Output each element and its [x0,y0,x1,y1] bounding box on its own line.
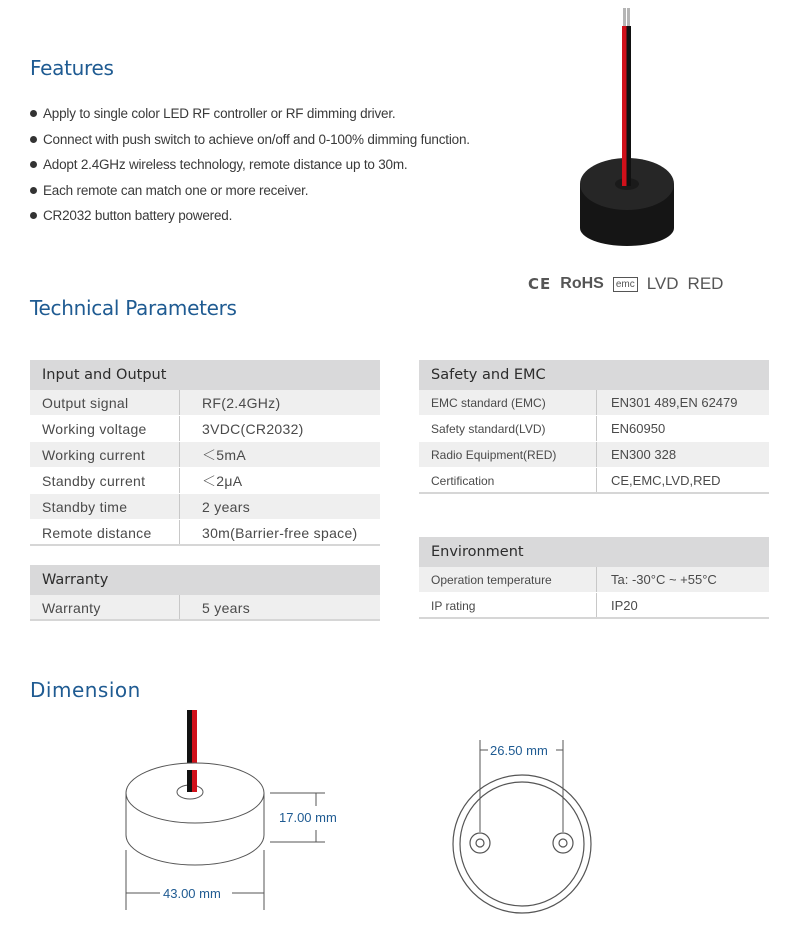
table-row: Working voltage 3VDC(CR2032) [30,416,380,442]
table-header: Safety and EMC [419,360,769,390]
height-dimension-label: 17.00 mm [279,810,337,825]
table-header: Environment [419,537,769,567]
rohs-mark: RoHS [560,275,604,292]
bullet-icon [30,212,37,219]
feature-item: Connect with push switch to achieve on/off and 0-100% dimming function. [30,130,470,156]
bullet-icon [30,136,37,143]
table-row: Operation temperature Ta: -30°C ~ +55°C [419,567,769,593]
table-row: Safety standard(LVD) EN60950 [419,416,769,442]
bullet-icon [30,110,37,117]
table-row: Standby current ＜2μA [30,468,380,494]
safety-emc-table [419,360,769,494]
ce-mark: CE [528,275,552,293]
bullet-icon [30,187,37,194]
dimension-title: Dimension [30,678,141,702]
table-header: Warranty [30,565,380,595]
lvd-mark: LVD [646,274,679,293]
emc-mark: emc [613,277,638,292]
table-row: Radio Equipment(RED) EN300 328 [419,442,769,468]
dimension-drawing [0,700,800,940]
table-header: Input and Output [30,360,380,390]
table-row: Standby time 2 years [30,494,380,520]
table-row: Output signal RF(2.4GHz) [30,390,380,416]
diameter-dimension-label: 43.00 mm [163,886,221,901]
table-row: Warranty 5 years [30,595,380,621]
table-row: Certification CE,EMC,LVD,RED [419,468,769,494]
hole-spacing-dimension-label: 26.50 mm [490,743,548,758]
table-row: IP rating IP20 [419,593,769,619]
features-title: Features [30,56,114,80]
input-output-table [30,360,380,546]
table-row: EMC standard (EMC) EN301 489,EN 62479 [419,390,769,416]
environment-table [419,537,769,619]
features-list [30,104,470,232]
feature-item: CR2032 button battery powered. [30,206,470,232]
feature-item: Adopt 2.4GHz wireless technology, remote distance up to 30m. [30,155,470,181]
technical-title: Technical Parameters [30,296,237,320]
table-row: Remote distance 30m(Barrier-free space) [30,520,380,546]
warranty-table [30,565,380,621]
feature-item: Each remote can match one or more receiver. [30,181,470,207]
table-row: Working current ＜5mA [30,442,380,468]
certification-marks [528,274,723,294]
red-mark: RED [687,274,724,293]
feature-item: Apply to single color LED RF controller or RF dimming driver. [30,104,470,130]
product-photo [560,0,680,260]
bullet-icon [30,161,37,168]
top-view [453,740,591,913]
